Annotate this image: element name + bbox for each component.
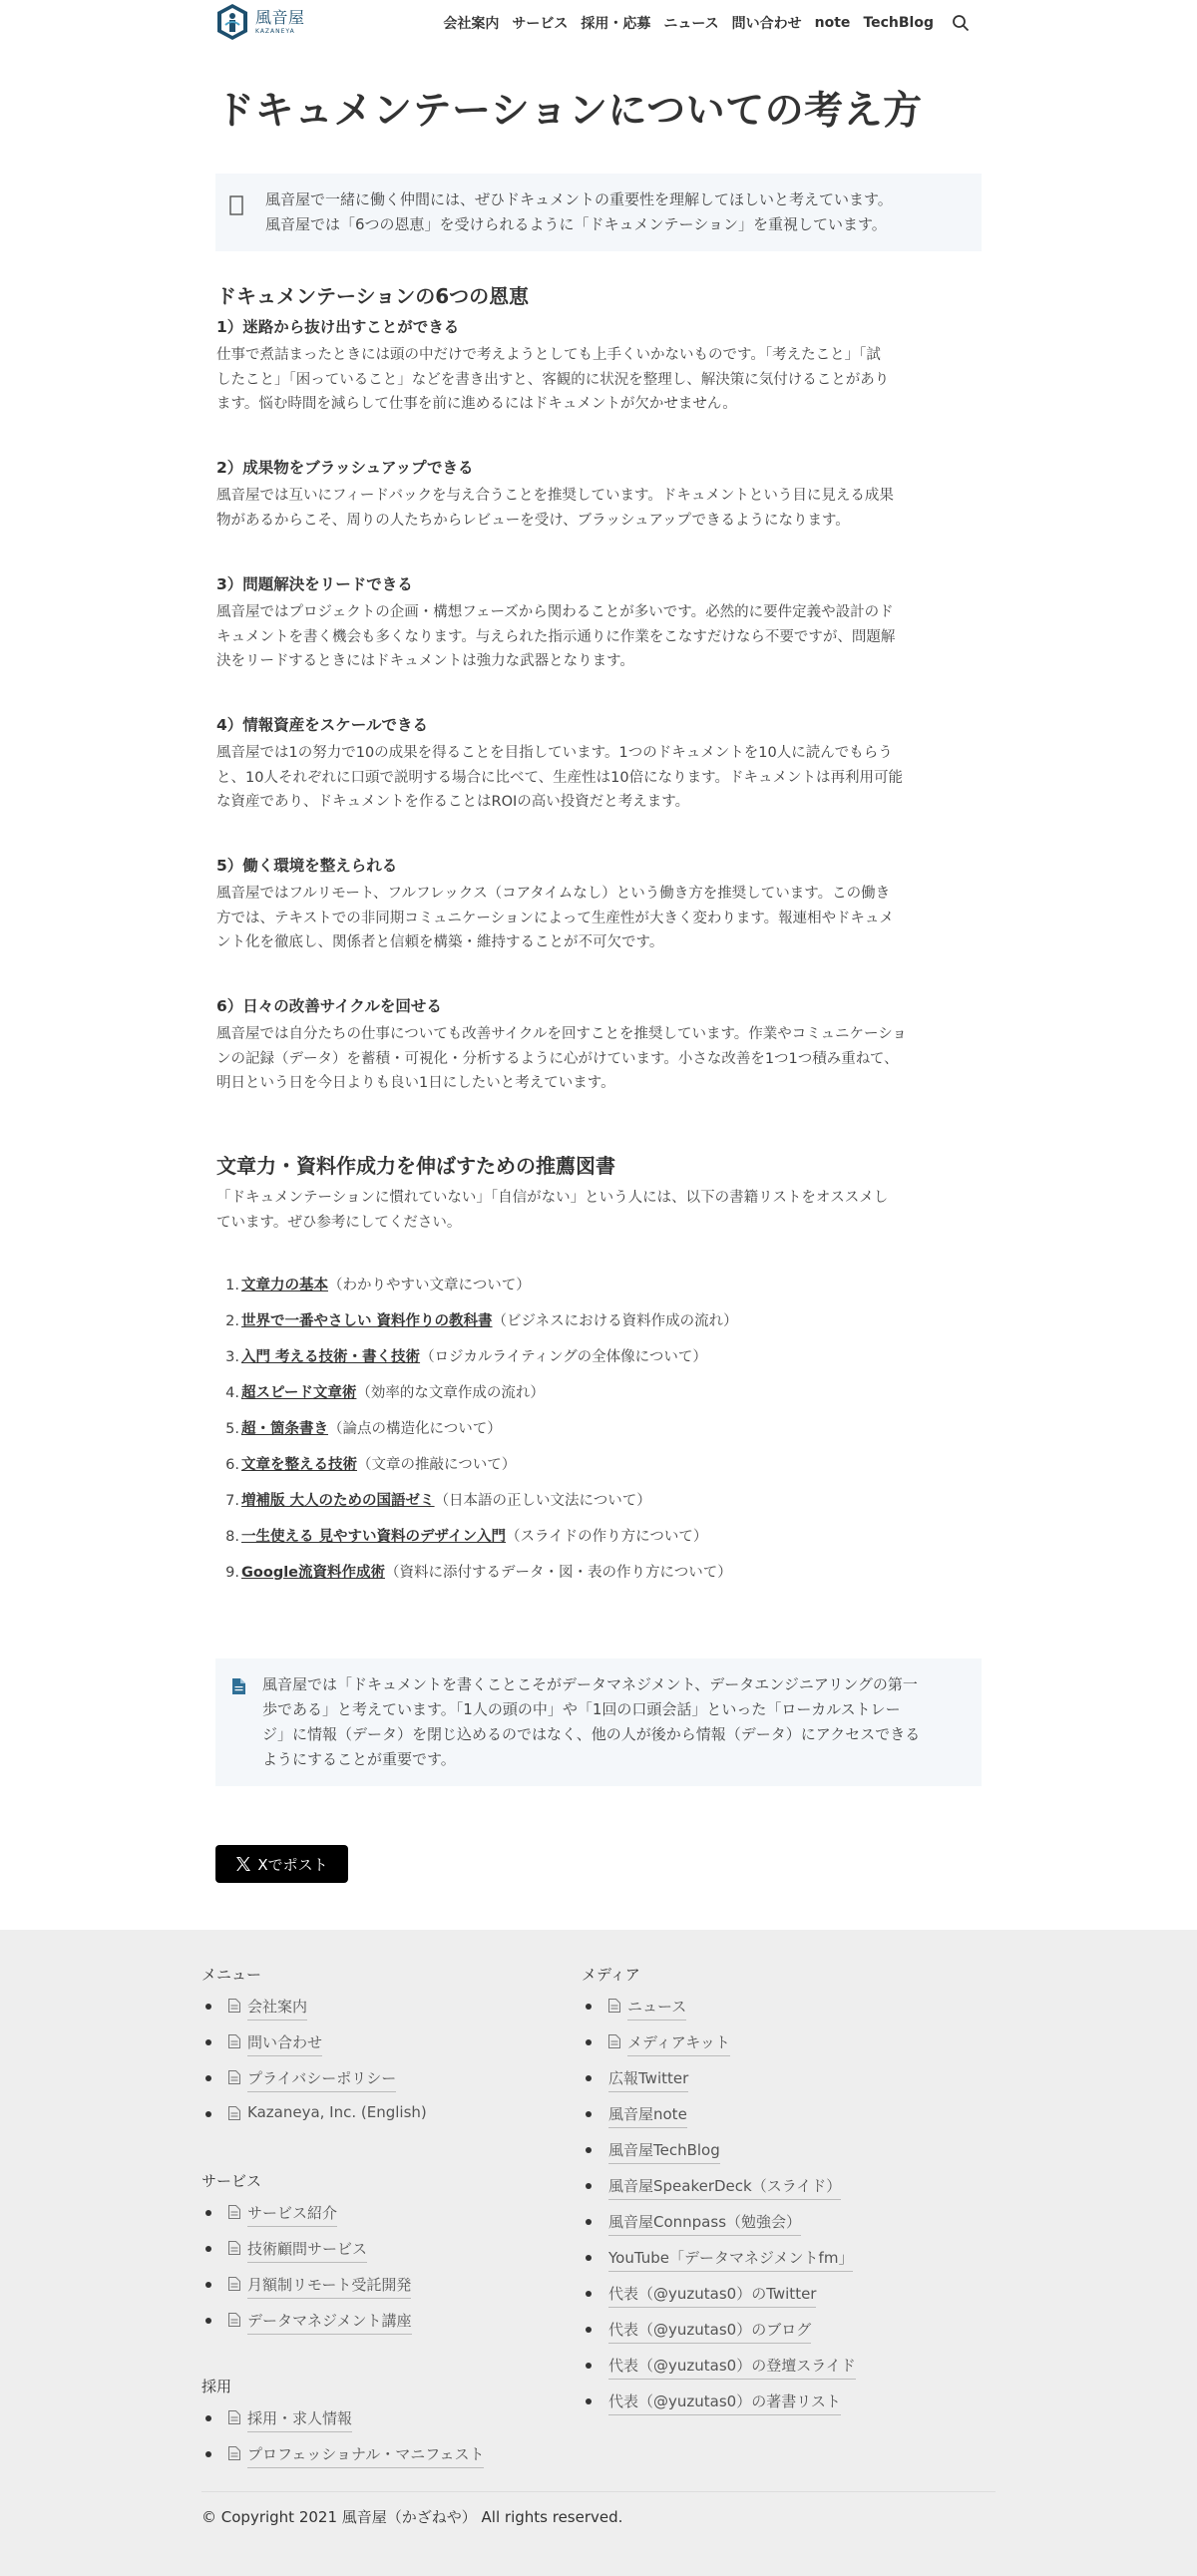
footer-link[interactable]: 代表（@yuzutas0）の著書リスト <box>608 2391 841 2415</box>
footer-link[interactable]: ニュース <box>627 1996 686 2021</box>
document-icon <box>228 2241 240 2255</box>
list-item <box>201 2202 412 2238</box>
copyright: © Copyright 2021 風音屋（かざねや） All rights reserved. <box>201 2508 623 2526</box>
list-item: 3. 入門 考える技術・書く技術（ロジカルライティングの全体像について） <box>225 1349 707 1365</box>
benefits-heading: ドキュメンテーションの6つの恩恵 <box>216 284 530 308</box>
nav-recruit[interactable]: 採用・応募 <box>581 16 651 32</box>
benefit-text: 風音屋では互いにフィードバックを与え合うことを推奨しています。ドキュメントという目に見える成果 物があるからこそ、周りの人たちからレビューを受け、ブラッシュアップできるようになります。 <box>216 488 894 529</box>
book-link[interactable]: 一生使える 見やすい資料のデザイン入門 <box>241 1529 507 1545</box>
footer-link[interactable]: 採用・求人情報 <box>247 2407 352 2432</box>
document-icon <box>228 2410 240 2424</box>
bullet <box>205 2415 211 2421</box>
footer-link[interactable]: 月額制リモート受託開発 <box>247 2274 411 2299</box>
logo[interactable] <box>215 2 311 42</box>
document-icon <box>228 2034 240 2048</box>
bullet <box>586 2183 592 2189</box>
footer-link[interactable]: 問い合わせ <box>247 2031 322 2056</box>
list-item <box>582 2391 856 2426</box>
list-item: 9. Google流資料作成術（資料に添付するデータ・図・表の作り方について） <box>225 1565 732 1581</box>
footer-link[interactable]: データマネジメント講座 <box>247 2310 412 2335</box>
footer-link[interactable]: 風音屋note <box>608 2103 687 2128</box>
nav-note[interactable]: note <box>814 15 851 31</box>
list-item <box>201 2310 412 2346</box>
list-item <box>582 2355 856 2391</box>
footer-services-list <box>201 2202 412 2346</box>
footer-media-list <box>582 1996 856 2426</box>
document-icon <box>608 1999 620 2013</box>
list-item <box>582 2247 856 2283</box>
bullet <box>205 2004 211 2010</box>
bullet <box>205 2039 211 2045</box>
list-item <box>201 2407 484 2443</box>
book-link[interactable]: 増補版 大人のための国語ゼミ <box>241 1493 435 1509</box>
list-item <box>201 1996 427 2031</box>
footer-link[interactable]: Kazaneya, Inc. (English) <box>247 2103 427 2121</box>
document-icon <box>228 1999 240 2013</box>
closing-line: 風音屋では「ドキュメントを書くことこそがデータマネジメント、データエンジニアリングの第一 <box>262 1675 918 1693</box>
logo-subtitle: KAZANEYA <box>255 27 295 35</box>
site-header <box>0 0 1197 46</box>
footer-link[interactable]: メディアキット <box>627 2031 730 2056</box>
benefit-title: 2）成果物をブラッシュアップできる <box>216 459 474 477</box>
document-icon <box>228 2106 240 2120</box>
footer-link[interactable]: YouTube「データマネジメントfm」 <box>608 2247 853 2272</box>
benefit-text: 風音屋ではプロジェクトの企画・構想フェーズから関わることが多いです。必然的に要件定義や設計のド キュメントを書く機会も多くなります。与えられた指示通りに作業をこなすだけなら不要ですが、問題解 決をリードするときにはドキュメントは強力な武器となります。 <box>216 604 896 669</box>
document-icon <box>228 2277 240 2291</box>
footer-link[interactable]: 代表（@yuzutas0）のブログ <box>608 2319 811 2344</box>
book-link[interactable]: 超スピード文章術 <box>241 1385 357 1401</box>
bullet <box>586 2147 592 2153</box>
list-item <box>582 2103 856 2139</box>
footer-link[interactable]: 会社案内 <box>247 1996 307 2021</box>
book-link[interactable]: 文章力の基本 <box>241 1278 328 1293</box>
closing-line: ジ」に情報（データ）を閉じ込めるのではなく、他の人が後から情報（データ）にアクセスできる <box>262 1725 921 1743</box>
bullet <box>205 2246 211 2252</box>
document-icon <box>232 1678 245 1694</box>
logo-name: 風音屋 <box>255 7 305 27</box>
list-item: 8. 一生使える 見やすい資料のデザイン入門（スライドの作り方について） <box>225 1529 708 1545</box>
list-item: 1. 文章力の基本（わかりやすい文章について） <box>225 1278 531 1293</box>
x-post-label: Xでポスト <box>257 1855 328 1874</box>
footer-menu-list <box>201 1996 427 2139</box>
benefit-text: 風音屋ではフルリモート、フルフレックス（コアタイムなし）という働き方を推奨しています。この働き 方では、テキストでの非同期コミュニケーションによって生産性が大きく変わります。報連相やドキュメ ント化を徹底し、関係者と信頼を構築・維持することが不可欠です。 <box>216 886 894 950</box>
book-list <box>215 1274 738 1597</box>
benefit-title: 6）日々の改善サイクルを回せる <box>216 997 442 1015</box>
bullet <box>586 2363 592 2369</box>
books-heading: 文章力・資料作成力を伸ばすための推薦図書 <box>216 1154 615 1178</box>
book-link[interactable]: 世界で一番やさしい 資料作りの教科書 <box>241 1313 493 1329</box>
x-logo-icon <box>235 1856 251 1872</box>
list-item <box>201 2238 412 2274</box>
list-item: 4. 超スピード文章術（効率的な文章作成の流れ） <box>225 1385 545 1401</box>
list-item <box>582 2067 856 2103</box>
list-item <box>582 2283 856 2319</box>
footer-link[interactable]: 技術顧問サービス <box>247 2238 367 2263</box>
closing-line: 歩である」と考えています。「1人の頭の中」や「1回の口頭会話」といった「ローカルストレー <box>262 1700 901 1718</box>
intro-box <box>215 174 982 251</box>
footer-link[interactable]: 風音屋SpeakerDeck（スライド） <box>608 2175 841 2200</box>
list-item: 7. 増補版 大人のための国語ゼミ（日本語の正しい文法について） <box>225 1493 651 1509</box>
list-item <box>201 2274 412 2310</box>
nav-techblog[interactable]: TechBlog <box>863 15 934 31</box>
list-item: 6. 文章を整える技術（文章の推敲について） <box>225 1457 517 1473</box>
nav-services[interactable]: サービス <box>512 16 569 32</box>
list-item <box>582 2175 856 2211</box>
list-item <box>201 2031 427 2067</box>
footer-services-heading: サービス <box>201 2172 262 2190</box>
bullet <box>586 2327 592 2333</box>
footer-recruit-list <box>201 2407 484 2479</box>
page-title: ドキュメンテーションについての考え方 <box>215 89 923 134</box>
intro-line: 風音屋で一緒に働く仲間には、ぜひドキュメントの重要性を理解してほしいと考えています。 <box>265 190 893 208</box>
list-item <box>582 2139 856 2175</box>
benefit-title: 1）迷路から抜け出すことができる <box>216 318 460 336</box>
footer-link[interactable]: 広報Twitter <box>608 2067 688 2092</box>
nav-company[interactable]: 会社案内 <box>443 16 500 32</box>
bullet <box>586 2219 592 2225</box>
footer-link[interactable]: 代表（@yuzutas0）のTwitter <box>608 2283 816 2308</box>
list-item <box>201 2103 427 2139</box>
info-icon <box>229 195 243 215</box>
list-item: 5. 超・箇条書き（論点の構造化について） <box>225 1421 502 1437</box>
footer-media-heading: メディア <box>582 1966 640 1984</box>
logo-icon <box>215 3 249 41</box>
footer-recruit-heading: 採用 <box>201 2378 232 2395</box>
book-link[interactable]: 文章を整える技術 <box>241 1457 357 1473</box>
document-icon <box>608 2034 620 2048</box>
closing-box <box>215 1658 982 1786</box>
intro-line: 風音屋では「6つの恩恵」を受けられるように「ドキュメンテーション」を重視しています。 <box>265 215 887 233</box>
benefit-text: 風音屋では自分たちの仕事についても改善サイクルを回すことを推奨しています。作業やコミュニケーショ ンの記録（データ）を蓄積・可視化・分析するように心がけています。小さな改善を1つ1つ積み重ねて、 明日という日を今日よりも良い1日にしたいと考えています。 <box>216 1026 907 1091</box>
bullet <box>586 2398 592 2404</box>
bullet <box>586 2255 592 2261</box>
document-icon <box>228 2070 240 2084</box>
benefit-title: 4）情報資産をスケールできる <box>216 716 428 734</box>
bullet <box>586 2111 592 2117</box>
bullet <box>205 2282 211 2288</box>
list-item <box>582 2211 856 2247</box>
footer-link[interactable]: サービス紹介 <box>247 2202 337 2227</box>
benefit-text: 仕事で煮詰まったときには頭の中だけで考えようとしても上手くいかないものです。「考えたこと」「試 したこと」「困っていること」などを書き出すと、客観的に状況を整理し、解決策に気付けることがあり ます。悩む時間を減らして仕事を前に進めるにはドキュメントが欠かせません。 <box>216 347 890 412</box>
book-link[interactable]: 入門 考える技術・書く技術 <box>241 1349 421 1365</box>
book-link[interactable]: Google流資料作成術 <box>241 1565 386 1581</box>
footer-link[interactable]: 風音屋TechBlog <box>608 2139 720 2164</box>
bullet <box>586 2004 592 2010</box>
site-footer <box>0 1930 1197 2576</box>
books-intro: 「ドキュメンテーションに慣れていない」「自信がない」という人には、以下の書籍リストをオススメし ています。ぜひ参考にしてください。 <box>216 1190 889 1231</box>
list-item <box>201 2443 484 2479</box>
book-link[interactable]: 超・箇条書き <box>241 1421 328 1437</box>
list-item <box>582 2319 856 2355</box>
footer-link[interactable]: 風音屋Connpass（勉強会） <box>608 2211 801 2236</box>
bullet <box>586 2291 592 2297</box>
bullet <box>586 2039 592 2045</box>
list-item <box>582 1996 856 2031</box>
list-item: 2. 世界で一番やさしい 資料作りの教科書（ビジネスにおける資料作成の流れ） <box>225 1313 738 1329</box>
closing-line: ようにすることが重要です。 <box>262 1750 456 1768</box>
bullet <box>586 2075 592 2081</box>
footer-link[interactable]: プロフェッショナル・マニフェスト <box>247 2443 484 2468</box>
footer-menu-heading: メニュー <box>201 1966 262 1984</box>
bullet <box>205 2210 211 2216</box>
document-icon <box>228 2205 240 2219</box>
benefit-title: 5）働く環境を整えられる <box>216 857 398 875</box>
footer-link[interactable]: 代表（@yuzutas0）の登壇スライド <box>608 2355 856 2380</box>
search-icon[interactable] <box>950 12 972 34</box>
bullet <box>205 2111 211 2117</box>
bullet <box>205 2318 211 2324</box>
footer-link[interactable]: プライバシーポリシー <box>247 2067 396 2092</box>
footer-divider <box>201 2491 996 2492</box>
nav-contact[interactable]: 問い合わせ <box>731 16 802 32</box>
list-item <box>201 2067 427 2103</box>
document-icon <box>228 2446 240 2460</box>
benefit-text: 風音屋では1の努力で10の成果を得ることを目指しています。1つのドキュメントを10人に読んでもらう と、10人それぞれに口頭で説明する場合に比べて、生産性は10倍になります。ドキュメントは再利用可能 な資産であり、ドキュメントを作ることはROIの高い投資だと考えます。 <box>216 745 903 810</box>
list-item <box>582 2031 856 2067</box>
document-icon <box>228 2313 240 2327</box>
bullet <box>205 2451 211 2457</box>
x-post-button[interactable] <box>215 1845 348 1883</box>
main-nav <box>430 12 972 34</box>
benefit-title: 3）問題解決をリードできる <box>216 575 413 593</box>
nav-news[interactable]: ニュース <box>663 16 719 32</box>
bullet <box>205 2075 211 2081</box>
